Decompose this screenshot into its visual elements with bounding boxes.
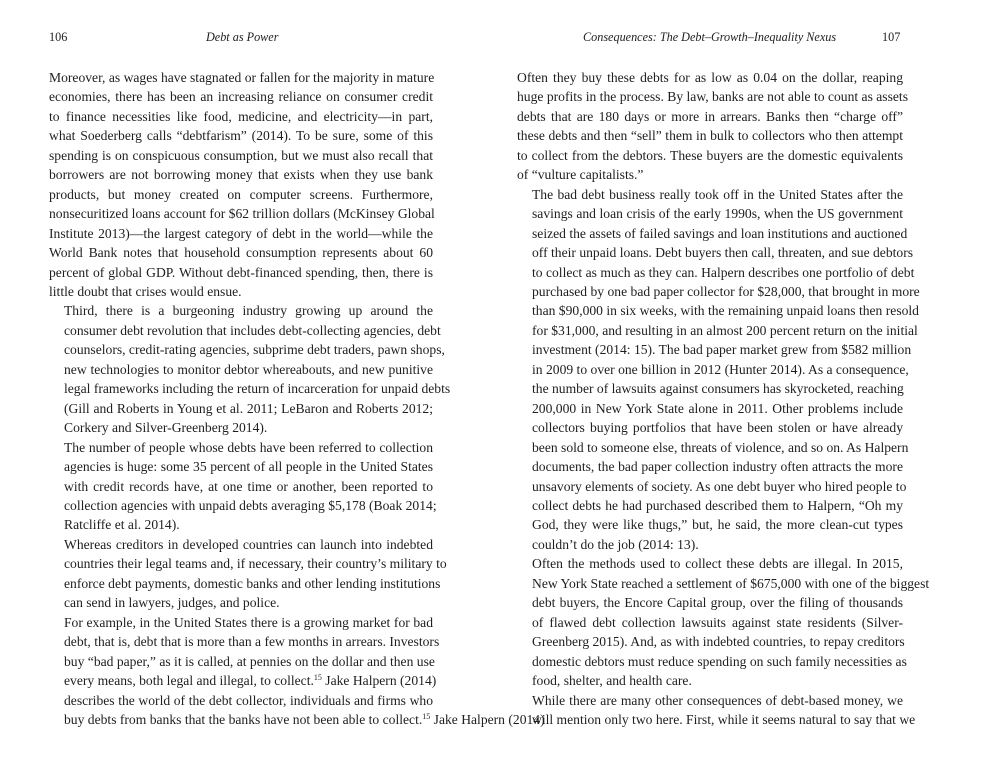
text-fragment: Jake Halpern (2014): [321, 673, 437, 689]
text-line: collectors buying portfolios that have been stolen or have already: [532, 420, 903, 436]
right-page: [496, 0, 992, 781]
text-line: in 2009 to over one billion in 2012 (Hunter 2014). As a consequence,: [532, 361, 909, 377]
text-line: For example, in the United States there is a growing market for bad: [64, 614, 433, 630]
paragraph: [517, 554, 930, 690]
text-line: Ratcliffe et al. 2014).: [64, 517, 180, 533]
text-line: Third, there is a burgeoning industry growing up around the: [64, 303, 433, 319]
text-line: debt, that is, debt that is more than a few months in arrears. Investors: [64, 634, 440, 650]
text-line: The bad debt business really took off in the United States after the: [532, 186, 903, 202]
text-fragment: Jake Halpern (2014): [430, 711, 545, 727]
text-line: the number of lawsuits against consumers has skyrocketed, reaching: [532, 381, 904, 397]
paragraph: [517, 185, 920, 555]
text-line: Corkery and Silver-Greenberg 2014).: [64, 420, 268, 436]
paragraph: [49, 301, 451, 437]
text-line: savings and loan crisis of the early 1990s, when the US government: [532, 206, 903, 222]
text-line: While there are many other consequences of debt-based money, we: [532, 692, 903, 708]
page-number: 106: [49, 30, 68, 44]
text-line: Greenberg 2015). And, as with indebted countries, to repay creditors: [532, 634, 905, 650]
text-line: with credit records have, at one time or another, been reported to: [64, 478, 433, 494]
text-line: for $31,000, and resulting in an almost 200 percent return on the initial: [532, 322, 918, 338]
text-line: Whereas creditors in developed countries can launch into indebted: [64, 536, 433, 552]
paragraph: [517, 691, 916, 730]
text-line: of flawed debt collection lawsuits against state residents (Silver-: [532, 614, 903, 630]
text-line: what Soederberg calls “debtfarism” (2014). To be sure, some of this: [49, 128, 433, 144]
text-line: collect debts he had purchased described them to Halpern, “Oh my: [532, 497, 903, 513]
text-line: off their unpaid loans. Debt buyers then call, threaten, and sue debtors: [532, 245, 914, 261]
text-line: buy debts from banks that the banks have not been able to collect.$^{15}$ Jake Halpern (2014): [64, 711, 545, 727]
text-line: these debts and then “sell” them in bulk to collectors who then attempt: [517, 128, 903, 144]
text-line: legal frameworks including the return of incarceration for unpaid debts: [64, 381, 451, 397]
text-line: agencies is huge: some 35 percent of all people in the United States: [64, 459, 433, 475]
text-line: collection agencies with unpaid debts averaging $5,178 (Boak 2014;: [64, 497, 437, 513]
paragraph: [49, 68, 433, 301]
text-line: counselors, credit-rating agencies, subprime debt traders, pawn shops,: [64, 342, 445, 358]
text-line: debts that are 180 days or more in arrears. Banks then “charge off”: [517, 108, 903, 124]
text-line: 200,000 in New York State alone in 2011. Other problems include: [532, 400, 903, 416]
text-line: can send in lawyers, judges, and police.: [64, 595, 280, 611]
text-line: New York State reached a settlement of $675,000 with one of the biggest: [532, 575, 930, 591]
text-line: food, shelter, and health care.: [532, 673, 692, 689]
footnote-reference[interactable]: 15: [313, 673, 322, 683]
text-line: every means, both legal and illegal, to collect.$^{15}$ Jake Halpern (2014): [64, 673, 437, 689]
paragraph: [49, 613, 545, 730]
text-line: buy “bad paper,” as it is called, at pennies on the dollar and then use: [64, 653, 435, 669]
text-line: products, but money created on computer screens. Furthermore,: [49, 186, 433, 202]
text-line: nonsecuritized loans account for $62 trillion dollars (McKinsey Global: [49, 206, 435, 222]
text-line: Often they buy these debts for as low as 0.04 on the dollar, reaping: [517, 70, 903, 85]
text-line: been sold to someone else, threats of violence, and so on. As Halpern: [532, 439, 909, 455]
text-line: debt buyers, the Encore Capital group, over the filing of thousands: [532, 595, 903, 611]
left-page-body: [49, 68, 545, 729]
text-line: little doubt that crises would ensue.: [49, 283, 242, 299]
text-line: will mention only two here. First, while it seems natural to say that we: [532, 711, 916, 727]
running-head-book-title: Debt as Power: [206, 30, 279, 44]
text-line: than $90,000 in six weeks, with the remaining unpaid loans then resold: [532, 303, 919, 319]
text-line: huge profits in the process. By law, banks are not able to count as assets: [517, 89, 908, 105]
text-line: to collect as much as they can. Halpern describes one portfolio of debt: [532, 264, 915, 280]
text-line: seized the assets of failed savings and loan institutions and auctioned: [532, 225, 908, 241]
footnote-reference[interactable]: 15: [422, 711, 431, 721]
text-line: couldn’t do the job (2014: 13).: [532, 536, 699, 552]
text-line: new technologies to monitor debtor whereabouts, and new punitive: [64, 361, 433, 377]
text-line: borrowers are not borrowing money that exists when they use bank: [49, 167, 433, 183]
text-line: Institute 2013)—the largest category of debt in the world—while the: [49, 225, 433, 241]
text-line: describes the world of the debt collector, individuals and firms who: [64, 692, 433, 708]
text-line: Moreover, as wages have stagnated or fallen for the majority in mature: [49, 70, 435, 85]
text-line: unsavory elements of society. As one debt buyer who hired people to: [532, 478, 907, 494]
text-line: countries their legal teams and, if necessary, their country’s military to: [64, 556, 447, 572]
text-line: enforce debt payments, domestic banks and other lending institutions: [64, 575, 441, 591]
text-line: investment (2014: 15). The bad paper market grew from $582 million: [532, 342, 912, 358]
text-line: spending is on conspicuous consumption, but we must also recall that: [49, 147, 433, 163]
text-line: percent of global GDP. Without debt-financed spending, then, there is: [49, 264, 433, 280]
text-line: Often the methods used to collect these debts are illegal. In 2015,: [532, 556, 903, 572]
text-line: to finance necessities like food, medicine, and electricity—in part,: [49, 108, 433, 124]
text-line: consumer debt revolution that includes debt-collecting agencies, debt: [64, 322, 441, 338]
paragraph: [517, 68, 908, 185]
page-number: 107: [882, 30, 901, 44]
text-line: of “vulture capitalists.”: [517, 167, 644, 183]
running-head-chapter-title: Consequences: The Debt–Growth–Inequality Nexus: [583, 30, 837, 44]
right-page-body: [517, 68, 930, 729]
text-line: documents, the bad paper collection industry often attracts the more: [532, 459, 903, 475]
text-line: domestic debtors must reduce spending on such family necessities as: [532, 653, 907, 669]
text-line: (Gill and Roberts in Young et al. 2011; LeBaron and Roberts 2012;: [64, 400, 433, 416]
paragraph: [49, 535, 447, 613]
text-line: purchased by one bad paper collector for $28,000, that brought in more: [532, 283, 920, 299]
paragraph: [49, 438, 437, 535]
text-line: The number of people whose debts have been referred to collection: [64, 439, 433, 455]
text-line: to collect from the debtors. These buyers are the domestic equivalents: [517, 147, 903, 163]
text-line: God, they were like thugs,” but, he said, the more clean-cut types: [532, 517, 903, 533]
text-line: economies, there has been an increasing reliance on consumer credit: [49, 89, 433, 105]
text-line: World Bank notes that household consumption represents about 60: [49, 245, 433, 261]
